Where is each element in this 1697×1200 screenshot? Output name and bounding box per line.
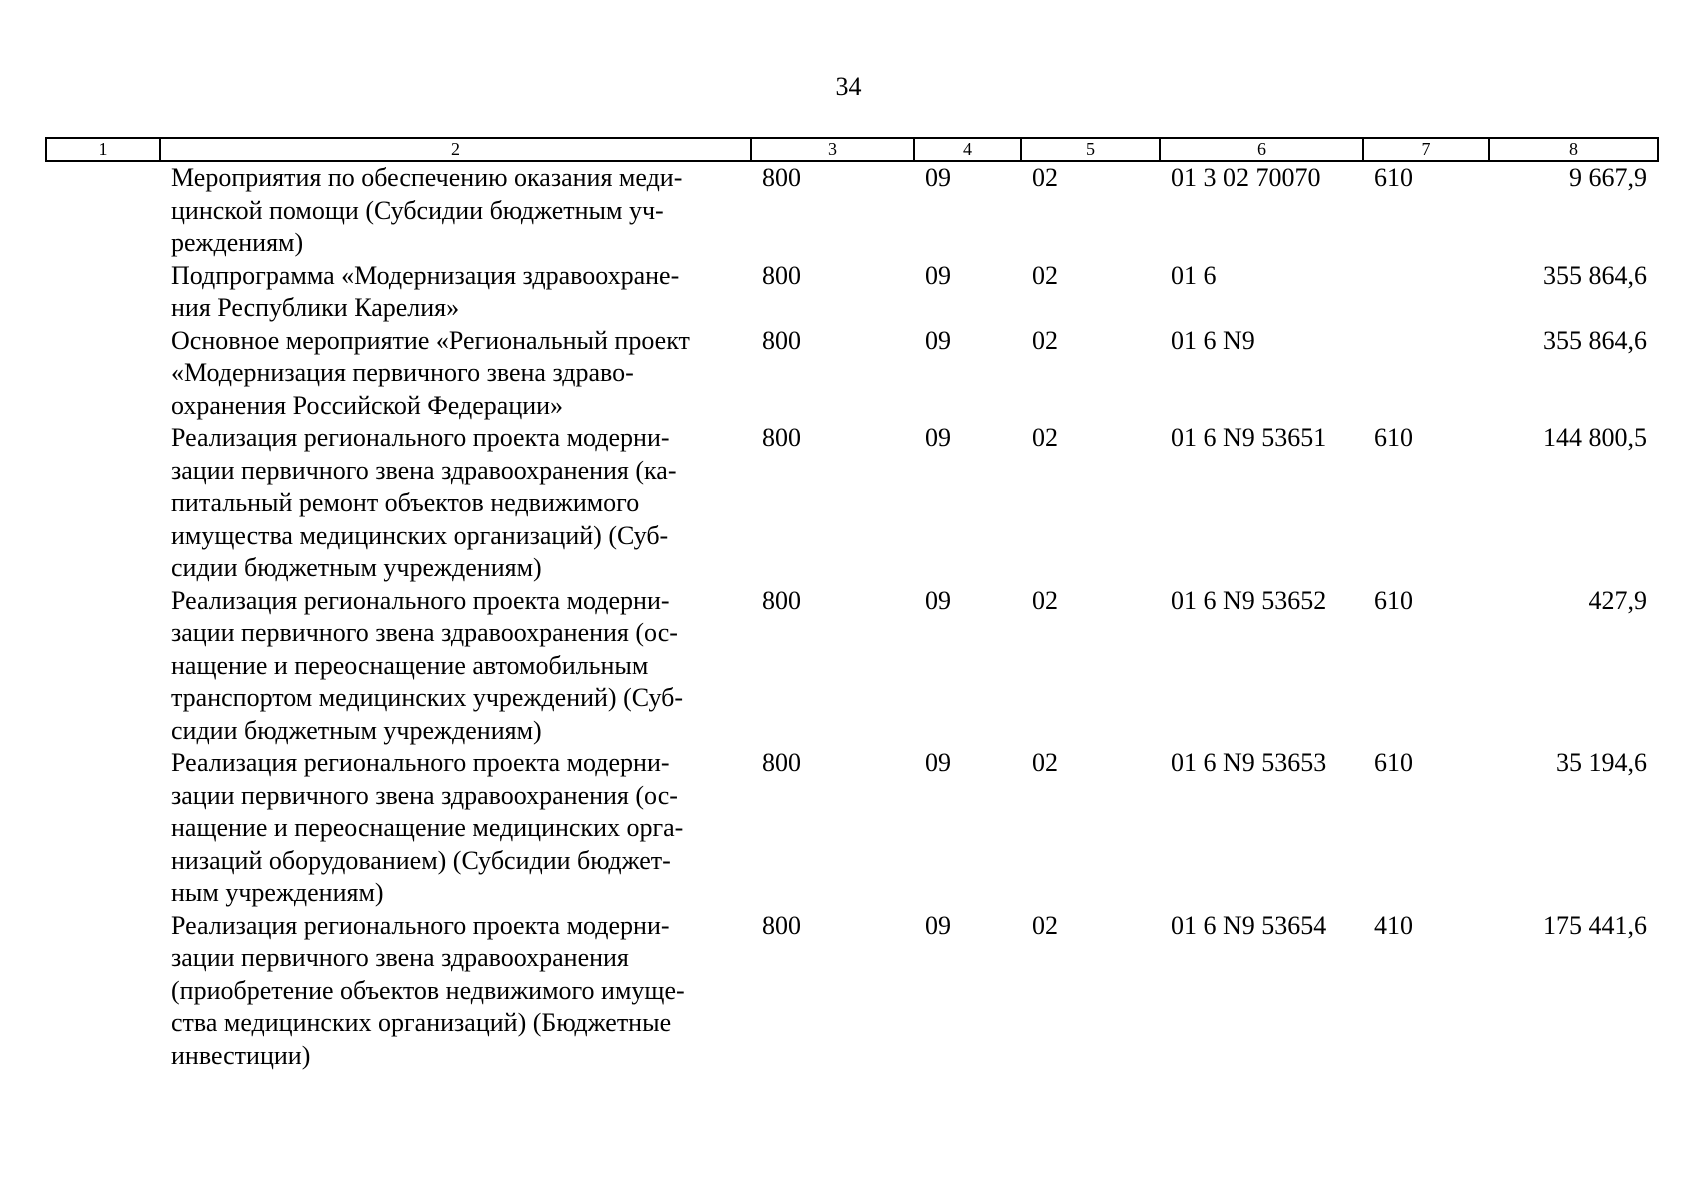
row-expense-type-cell bbox=[1363, 325, 1489, 423]
row-target-article-cell: 01 6 N9 53652 bbox=[1171, 585, 1327, 615]
row-subsection-cell: 02 bbox=[1032, 163, 1058, 192]
row-subsection-cell: 02 bbox=[1032, 910, 1058, 940]
row-ministry-cell: 800 bbox=[762, 260, 801, 290]
row-subsection-cell: 02 bbox=[1032, 260, 1058, 290]
row-subsection-cell: 02 bbox=[1032, 325, 1058, 355]
row-target-article-cell: 01 6 N9 53653 bbox=[1171, 748, 1327, 777]
row-expense-type-cell: 610 bbox=[1374, 163, 1413, 192]
table-row bbox=[46, 910, 1658, 1073]
header-col-3: 3 bbox=[751, 138, 914, 161]
budget-table bbox=[45, 137, 1659, 1072]
row-name-cell: Мероприятия по обеспечению оказания меди- цинской помощи (Субсидии бюджетным уч- реждениям) bbox=[171, 163, 683, 257]
row-subsection-cell: 02 bbox=[1032, 585, 1058, 615]
row-index-cell bbox=[46, 910, 160, 1073]
row-section-cell: 09 bbox=[925, 325, 951, 355]
row-amount-cell: 9 667,9 bbox=[1569, 163, 1647, 192]
row-index-cell bbox=[46, 747, 160, 910]
row-index-cell bbox=[46, 325, 160, 423]
row-target-article-cell: 01 6 N9 53654 bbox=[1171, 910, 1327, 940]
row-index-cell bbox=[46, 422, 160, 585]
row-expense-type-cell bbox=[1363, 260, 1489, 325]
row-expense-type-cell: 610 bbox=[1374, 748, 1413, 777]
row-amount-cell: 175 441,6 bbox=[1543, 910, 1647, 940]
row-name-cell: Реализация регионального проекта модерни- зации первичного звена здравоохранения (ка- питальный ремонт объектов недвижимого имущества медицинских организаций) (Суб- сидии бюджетным учреждениям) bbox=[171, 423, 677, 582]
row-subsection-cell: 02 bbox=[1032, 748, 1058, 777]
row-name-cell: Подпрограмма «Модернизация здравоохране- ния Республики Карелия» bbox=[171, 260, 680, 322]
table-body bbox=[46, 161, 1658, 1072]
row-ministry-cell: 800 bbox=[762, 910, 801, 940]
row-target-article-cell: 01 3 02 70070 bbox=[1171, 163, 1321, 192]
row-amount-cell: 35 194,6 bbox=[1556, 748, 1647, 777]
row-expense-type-cell: 610 bbox=[1374, 585, 1413, 615]
row-amount-cell: 427,9 bbox=[1588, 585, 1647, 615]
table-row bbox=[46, 161, 1658, 260]
row-name-cell: Основное мероприятие «Региональный проект «Модернизация первичного звена здраво- охранения Российской Федерации» bbox=[171, 325, 690, 420]
row-section-cell: 09 bbox=[925, 163, 951, 192]
row-section-cell: 09 bbox=[925, 260, 951, 290]
table-header bbox=[46, 138, 1658, 161]
row-amount-cell: 355 864,6 bbox=[1543, 260, 1647, 290]
table-row bbox=[46, 260, 1658, 325]
page-number: 34 bbox=[835, 72, 862, 101]
row-amount-cell: 355 864,6 bbox=[1543, 325, 1647, 355]
row-target-article-cell: 01 6 N9 53651 bbox=[1171, 423, 1327, 452]
row-name-cell: Реализация регионального проекта модерни- зации первичного звена здравоохранения (приобретение объектов недвижимого имуще- ства медицинских организаций) (Бюджетные инвестиции) bbox=[171, 910, 685, 1070]
table-row bbox=[46, 747, 1658, 910]
header-col-5: 5 bbox=[1021, 138, 1160, 161]
row-section-cell: 09 bbox=[925, 748, 951, 777]
row-expense-type-cell: 410 bbox=[1374, 910, 1413, 940]
row-ministry-cell: 800 bbox=[762, 585, 801, 615]
row-target-article-cell: 01 6 bbox=[1171, 260, 1217, 290]
row-subsection-cell: 02 bbox=[1032, 423, 1058, 452]
row-section-cell: 09 bbox=[925, 910, 951, 940]
row-target-article-cell: 01 6 N9 bbox=[1171, 325, 1255, 355]
row-index-cell bbox=[46, 260, 160, 325]
row-section-cell: 09 bbox=[925, 423, 951, 452]
table-row bbox=[46, 422, 1658, 585]
header-col-7: 7 bbox=[1363, 138, 1489, 161]
row-ministry-cell: 800 bbox=[762, 163, 801, 192]
header-col-8: 8 bbox=[1489, 138, 1658, 161]
header-col-4: 4 bbox=[914, 138, 1021, 161]
row-amount-cell: 144 800,5 bbox=[1543, 423, 1647, 452]
row-name-cell: Реализация регионального проекта модерни- зации первичного звена здравоохранения (ос- нащение и переоснащение медицинских орга- низаций оборудованием) (Субсидии бюджет- ным учреждениям) bbox=[171, 748, 684, 907]
row-ministry-cell: 800 bbox=[762, 748, 801, 777]
header-col-1: 1 bbox=[46, 138, 160, 161]
row-name-cell: Реализация регионального проекта модерни- зации первичного звена здравоохранения (ос- нащение и переоснащение автомобильным транспортом медицинских учреждений) (Суб- сидии бюджетным учреждениям) bbox=[171, 585, 683, 745]
table-row bbox=[46, 325, 1658, 423]
row-section-cell: 09 bbox=[925, 585, 951, 615]
header-col-2: 2 bbox=[160, 138, 751, 161]
row-ministry-cell: 800 bbox=[762, 325, 801, 355]
row-index-cell bbox=[46, 161, 160, 260]
row-ministry-cell: 800 bbox=[762, 423, 801, 452]
row-expense-type-cell: 610 bbox=[1374, 423, 1413, 452]
header-col-6: 6 bbox=[1160, 138, 1363, 161]
row-index-cell bbox=[46, 585, 160, 748]
header-row bbox=[46, 138, 1658, 161]
table-row bbox=[46, 585, 1658, 748]
